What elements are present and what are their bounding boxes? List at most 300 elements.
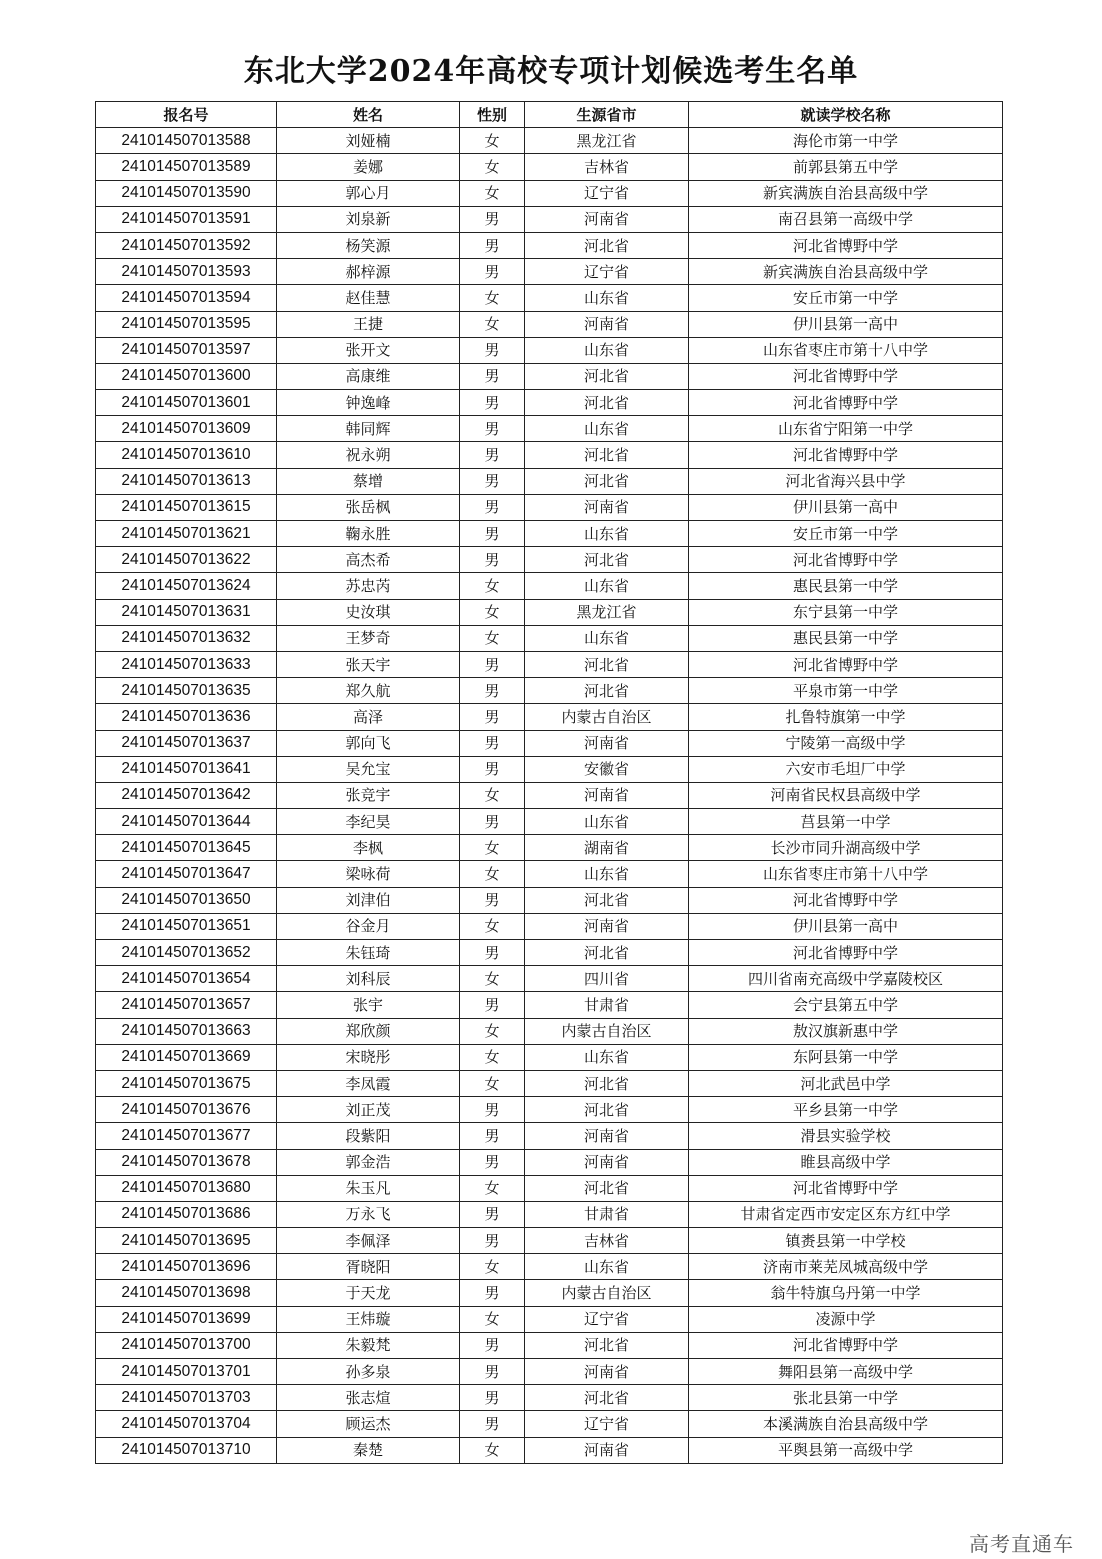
candidate-table (95, 101, 1003, 1464)
province-cell: 河南省 (525, 1123, 689, 1149)
table-row (96, 704, 1003, 730)
school-cell: 山东省枣庄市第十八中学 (689, 861, 1003, 887)
school-cell: 河北省博野中学 (689, 940, 1003, 966)
name-cell: 郭金浩 (277, 1149, 460, 1175)
registration-number-cell: 241014507013675 (96, 1070, 277, 1096)
province-cell: 山东省 (525, 573, 689, 599)
gender-cell: 男 (460, 940, 525, 966)
registration-number-cell: 241014507013650 (96, 887, 277, 913)
registration-number-cell: 241014507013636 (96, 704, 277, 730)
province-cell: 甘肃省 (525, 1201, 689, 1227)
school-cell: 翁牛特旗乌丹第一中学 (689, 1280, 1003, 1306)
table-row (96, 966, 1003, 992)
table-row (96, 625, 1003, 651)
school-cell: 睢县高级中学 (689, 1149, 1003, 1175)
gender-cell: 男 (460, 756, 525, 782)
gender-cell: 男 (460, 1201, 525, 1227)
school-cell: 扎鲁特旗第一中学 (689, 704, 1003, 730)
province-cell: 山东省 (525, 1254, 689, 1280)
name-cell: 李佩泽 (277, 1228, 460, 1254)
school-cell: 凌源中学 (689, 1306, 1003, 1332)
province-cell: 河北省 (525, 232, 689, 258)
registration-number-cell: 241014507013701 (96, 1359, 277, 1385)
table-row (96, 1070, 1003, 1096)
school-cell: 会宁县第五中学 (689, 992, 1003, 1018)
gender-cell: 男 (460, 809, 525, 835)
school-cell: 伊川县第一高中 (689, 913, 1003, 939)
gender-cell: 男 (460, 1385, 525, 1411)
province-cell: 河南省 (525, 730, 689, 756)
school-cell: 河北省博野中学 (689, 442, 1003, 468)
school-cell: 长沙市同升湖高级中学 (689, 835, 1003, 861)
gender-cell: 女 (460, 180, 525, 206)
gender-cell: 男 (460, 651, 525, 677)
table-row (96, 730, 1003, 756)
name-cell: 朱毅梵 (277, 1332, 460, 1358)
name-cell: 刘娅楠 (277, 128, 460, 154)
province-cell: 河北省 (525, 442, 689, 468)
province-cell: 河北省 (525, 363, 689, 389)
school-cell: 东阿县第一中学 (689, 1044, 1003, 1070)
province-cell: 甘肃省 (525, 992, 689, 1018)
province-cell: 黑龙江省 (525, 599, 689, 625)
table-body (96, 128, 1003, 1464)
gender-cell: 男 (460, 547, 525, 573)
name-cell: 张岳枫 (277, 494, 460, 520)
gender-cell: 男 (460, 1149, 525, 1175)
gender-cell: 男 (460, 887, 525, 913)
name-cell: 张开文 (277, 337, 460, 363)
table-row (96, 1228, 1003, 1254)
province-cell: 辽宁省 (525, 259, 689, 285)
name-cell: 朱玉凡 (277, 1175, 460, 1201)
school-cell: 伊川县第一高中 (689, 494, 1003, 520)
registration-number-cell: 241014507013621 (96, 521, 277, 547)
gender-cell: 男 (460, 416, 525, 442)
name-cell: 段紫阳 (277, 1123, 460, 1149)
name-cell: 刘科辰 (277, 966, 460, 992)
name-cell: 王炜璇 (277, 1306, 460, 1332)
table-row (96, 416, 1003, 442)
province-cell: 河北省 (525, 651, 689, 677)
table-row (96, 154, 1003, 180)
gender-cell: 男 (460, 704, 525, 730)
table-row (96, 285, 1003, 311)
school-cell: 平乡县第一中学 (689, 1097, 1003, 1123)
registration-number-cell: 241014507013595 (96, 311, 277, 337)
gender-cell: 女 (460, 311, 525, 337)
province-cell: 河北省 (525, 940, 689, 966)
school-cell: 济南市莱芜凤城高级中学 (689, 1254, 1003, 1280)
registration-number-cell: 241014507013686 (96, 1201, 277, 1227)
province-cell: 山东省 (525, 1044, 689, 1070)
registration-number-cell: 241014507013645 (96, 835, 277, 861)
table-row (96, 1175, 1003, 1201)
table-row (96, 651, 1003, 677)
table-row (96, 835, 1003, 861)
table-header-row (96, 102, 1003, 128)
gender-cell: 男 (460, 521, 525, 547)
table-row (96, 756, 1003, 782)
table-row (96, 1385, 1003, 1411)
registration-number-cell: 241014507013651 (96, 913, 277, 939)
province-cell: 湖南省 (525, 835, 689, 861)
school-cell: 河北省博野中学 (689, 390, 1003, 416)
name-cell: 张天宇 (277, 651, 460, 677)
name-cell: 苏忠芮 (277, 573, 460, 599)
gender-cell: 男 (460, 1123, 525, 1149)
watermark-text: 高考直通车 (969, 1532, 1074, 1556)
registration-number-cell: 241014507013678 (96, 1149, 277, 1175)
province-cell: 山东省 (525, 809, 689, 835)
province-cell: 山东省 (525, 521, 689, 547)
registration-number-cell: 241014507013680 (96, 1175, 277, 1201)
school-cell: 河北省博野中学 (689, 547, 1003, 573)
table-row (96, 259, 1003, 285)
table-row (96, 1201, 1003, 1227)
school-cell: 敖汉旗新惠中学 (689, 1018, 1003, 1044)
school-cell: 河北省博野中学 (689, 232, 1003, 258)
province-cell: 内蒙古自治区 (525, 704, 689, 730)
school-cell: 河南省民权县高级中学 (689, 782, 1003, 808)
school-cell: 安丘市第一中学 (689, 521, 1003, 547)
gender-cell: 男 (460, 1097, 525, 1123)
province-cell: 河北省 (525, 1332, 689, 1358)
registration-number-cell: 241014507013710 (96, 1437, 277, 1463)
gender-cell: 女 (460, 599, 525, 625)
name-cell: 张竞宇 (277, 782, 460, 808)
name-cell: 胥晓阳 (277, 1254, 460, 1280)
gender-cell: 男 (460, 442, 525, 468)
province-cell: 河北省 (525, 547, 689, 573)
school-cell: 前郭县第五中学 (689, 154, 1003, 180)
registration-number-cell: 241014507013615 (96, 494, 277, 520)
province-cell: 河北省 (525, 1097, 689, 1123)
gender-cell: 女 (460, 835, 525, 861)
province-cell: 内蒙古自治区 (525, 1018, 689, 1044)
province-cell: 山东省 (525, 625, 689, 651)
registration-number-cell: 241014507013593 (96, 259, 277, 285)
registration-number-cell: 241014507013700 (96, 1332, 277, 1358)
registration-number-cell: 241014507013622 (96, 547, 277, 573)
name-cell: 吴允宝 (277, 756, 460, 782)
name-cell: 高杰希 (277, 547, 460, 573)
registration-number-cell: 241014507013637 (96, 730, 277, 756)
school-cell: 东宁县第一中学 (689, 599, 1003, 625)
registration-number-cell: 241014507013698 (96, 1280, 277, 1306)
gender-cell: 男 (460, 678, 525, 704)
column-header-school: 就读学校名称 (689, 102, 1003, 128)
name-cell: 宋晓彤 (277, 1044, 460, 1070)
province-cell: 河南省 (525, 1437, 689, 1463)
registration-number-cell: 241014507013642 (96, 782, 277, 808)
school-cell: 山东省枣庄市第十八中学 (689, 337, 1003, 363)
table-row (96, 1306, 1003, 1332)
gender-cell: 女 (460, 1254, 525, 1280)
registration-number-cell: 241014507013641 (96, 756, 277, 782)
name-cell: 史汝琪 (277, 599, 460, 625)
name-cell: 朱钰琦 (277, 940, 460, 966)
name-cell: 钟逸峰 (277, 390, 460, 416)
gender-cell: 女 (460, 285, 525, 311)
gender-cell: 女 (460, 1306, 525, 1332)
province-cell: 河北省 (525, 390, 689, 416)
gender-cell: 男 (460, 1280, 525, 1306)
province-cell: 河北省 (525, 468, 689, 494)
name-cell: 刘津伯 (277, 887, 460, 913)
name-cell: 孙多泉 (277, 1359, 460, 1385)
registration-number-cell: 241014507013594 (96, 285, 277, 311)
registration-number-cell: 241014507013696 (96, 1254, 277, 1280)
registration-number-cell: 241014507013609 (96, 416, 277, 442)
registration-number-cell: 241014507013654 (96, 966, 277, 992)
registration-number-cell: 241014507013624 (96, 573, 277, 599)
table-row (96, 573, 1003, 599)
table-row (96, 442, 1003, 468)
registration-number-cell: 241014507013632 (96, 625, 277, 651)
school-cell: 山东省宁阳第一中学 (689, 416, 1003, 442)
table-row (96, 913, 1003, 939)
school-cell: 安丘市第一中学 (689, 285, 1003, 311)
table-row (96, 1359, 1003, 1385)
province-cell: 河北省 (525, 678, 689, 704)
table-row (96, 678, 1003, 704)
registration-number-cell: 241014507013601 (96, 390, 277, 416)
registration-number-cell: 241014507013589 (96, 154, 277, 180)
table-row (96, 1123, 1003, 1149)
province-cell: 黑龙江省 (525, 128, 689, 154)
gender-cell: 女 (460, 1018, 525, 1044)
gender-cell: 女 (460, 1175, 525, 1201)
name-cell: 蔡增 (277, 468, 460, 494)
gender-cell: 男 (460, 1411, 525, 1437)
gender-cell: 男 (460, 259, 525, 285)
name-cell: 李凤霞 (277, 1070, 460, 1096)
gender-cell: 男 (460, 363, 525, 389)
school-cell: 张北县第一中学 (689, 1385, 1003, 1411)
table-row (96, 128, 1003, 154)
name-cell: 高泽 (277, 704, 460, 730)
province-cell: 河南省 (525, 311, 689, 337)
school-cell: 新宾满族自治县高级中学 (689, 259, 1003, 285)
gender-cell: 女 (460, 861, 525, 887)
table-row (96, 1149, 1003, 1175)
name-cell: 姜娜 (277, 154, 460, 180)
province-cell: 河南省 (525, 913, 689, 939)
school-cell: 镇赉县第一中学校 (689, 1228, 1003, 1254)
table-row (96, 1411, 1003, 1437)
name-cell: 郭心月 (277, 180, 460, 206)
column-header-registration-number: 报名号 (96, 102, 277, 128)
gender-cell: 女 (460, 966, 525, 992)
table-row (96, 1018, 1003, 1044)
gender-cell: 男 (460, 337, 525, 363)
table-row (96, 547, 1003, 573)
gender-cell: 女 (460, 625, 525, 651)
name-cell: 祝永朔 (277, 442, 460, 468)
school-cell: 平泉市第一中学 (689, 678, 1003, 704)
school-cell: 河北省博野中学 (689, 651, 1003, 677)
table-row (96, 1254, 1003, 1280)
province-cell: 河南省 (525, 494, 689, 520)
table-row (96, 1437, 1003, 1463)
registration-number-cell: 241014507013597 (96, 337, 277, 363)
table-row (96, 363, 1003, 389)
registration-number-cell: 241014507013610 (96, 442, 277, 468)
name-cell: 李纪昊 (277, 809, 460, 835)
school-cell: 本溪满族自治县高级中学 (689, 1411, 1003, 1437)
gender-cell: 男 (460, 468, 525, 494)
name-cell: 万永飞 (277, 1201, 460, 1227)
document-title: 东北大学2024年高校专项计划候选考生名单 (243, 54, 859, 89)
gender-cell: 女 (460, 128, 525, 154)
gender-cell: 男 (460, 730, 525, 756)
name-cell: 谷金月 (277, 913, 460, 939)
gender-cell: 女 (460, 782, 525, 808)
province-cell: 山东省 (525, 861, 689, 887)
school-cell: 惠民县第一中学 (689, 625, 1003, 651)
registration-number-cell: 241014507013704 (96, 1411, 277, 1437)
name-cell: 梁咏荷 (277, 861, 460, 887)
table-row (96, 390, 1003, 416)
table-row (96, 887, 1003, 913)
province-cell: 河南省 (525, 1359, 689, 1385)
name-cell: 刘泉新 (277, 206, 460, 232)
name-cell: 刘正茂 (277, 1097, 460, 1123)
registration-number-cell: 241014507013677 (96, 1123, 277, 1149)
registration-number-cell: 241014507013663 (96, 1018, 277, 1044)
registration-number-cell: 241014507013699 (96, 1306, 277, 1332)
province-cell: 吉林省 (525, 154, 689, 180)
province-cell: 河北省 (525, 1175, 689, 1201)
province-cell: 内蒙古自治区 (525, 1280, 689, 1306)
school-cell: 甘肃省定西市安定区东方红中学 (689, 1201, 1003, 1227)
school-cell: 舞阳县第一高级中学 (689, 1359, 1003, 1385)
province-cell: 河南省 (525, 1149, 689, 1175)
column-header-gender: 性别 (460, 102, 525, 128)
name-cell: 于天龙 (277, 1280, 460, 1306)
gender-cell: 女 (460, 1437, 525, 1463)
province-cell: 河南省 (525, 782, 689, 808)
table-row (96, 940, 1003, 966)
registration-number-cell: 241014507013600 (96, 363, 277, 389)
name-cell: 王梦奇 (277, 625, 460, 651)
table-row (96, 521, 1003, 547)
column-header-province: 生源省市 (525, 102, 689, 128)
registration-number-cell: 241014507013631 (96, 599, 277, 625)
school-cell: 河北省博野中学 (689, 1332, 1003, 1358)
school-cell: 六安市毛坦厂中学 (689, 756, 1003, 782)
registration-number-cell: 241014507013695 (96, 1228, 277, 1254)
school-cell: 河北省博野中学 (689, 887, 1003, 913)
name-cell: 秦楚 (277, 1437, 460, 1463)
gender-cell: 男 (460, 1228, 525, 1254)
gender-cell: 女 (460, 573, 525, 599)
table-row (96, 468, 1003, 494)
registration-number-cell: 241014507013669 (96, 1044, 277, 1070)
school-cell: 河北武邑中学 (689, 1070, 1003, 1096)
table-row (96, 992, 1003, 1018)
province-cell: 辽宁省 (525, 180, 689, 206)
province-cell: 辽宁省 (525, 1306, 689, 1332)
table-row (96, 1332, 1003, 1358)
school-cell: 伊川县第一高中 (689, 311, 1003, 337)
province-cell: 山东省 (525, 285, 689, 311)
table-row (96, 494, 1003, 520)
gender-cell: 女 (460, 1044, 525, 1070)
gender-cell: 女 (460, 154, 525, 180)
name-cell: 韩同辉 (277, 416, 460, 442)
province-cell: 河南省 (525, 206, 689, 232)
school-cell: 滑县实验学校 (689, 1123, 1003, 1149)
registration-number-cell: 241014507013657 (96, 992, 277, 1018)
table-row (96, 337, 1003, 363)
name-cell: 高康维 (277, 363, 460, 389)
registration-number-cell: 241014507013703 (96, 1385, 277, 1411)
registration-number-cell: 241014507013613 (96, 468, 277, 494)
province-cell: 吉林省 (525, 1228, 689, 1254)
table-row (96, 206, 1003, 232)
province-cell: 山东省 (525, 337, 689, 363)
gender-cell: 男 (460, 992, 525, 1018)
school-cell: 河北省海兴县中学 (689, 468, 1003, 494)
table-row (96, 1280, 1003, 1306)
school-cell: 平舆县第一高级中学 (689, 1437, 1003, 1463)
province-cell: 河北省 (525, 1070, 689, 1096)
province-cell: 辽宁省 (525, 1411, 689, 1437)
school-cell: 河北省博野中学 (689, 363, 1003, 389)
gender-cell: 男 (460, 494, 525, 520)
registration-number-cell: 241014507013635 (96, 678, 277, 704)
name-cell: 鞠永胜 (277, 521, 460, 547)
name-cell: 郝梓源 (277, 259, 460, 285)
school-cell: 宁陵第一高级中学 (689, 730, 1003, 756)
school-cell: 南召县第一高级中学 (689, 206, 1003, 232)
gender-cell: 男 (460, 206, 525, 232)
table-row (96, 599, 1003, 625)
gender-cell: 男 (460, 1332, 525, 1358)
table-row (96, 311, 1003, 337)
school-cell: 河北省博野中学 (689, 1175, 1003, 1201)
name-cell: 郑久航 (277, 678, 460, 704)
name-cell: 杨笑源 (277, 232, 460, 258)
province-cell: 山东省 (525, 416, 689, 442)
school-cell: 四川省南充高级中学嘉陵校区 (689, 966, 1003, 992)
school-cell: 莒县第一中学 (689, 809, 1003, 835)
table-row (96, 232, 1003, 258)
name-cell: 李枫 (277, 835, 460, 861)
registration-number-cell: 241014507013633 (96, 651, 277, 677)
name-cell: 顾运杰 (277, 1411, 460, 1437)
gender-cell: 男 (460, 1359, 525, 1385)
gender-cell: 女 (460, 1070, 525, 1096)
table-row (96, 1044, 1003, 1070)
name-cell: 赵佳慧 (277, 285, 460, 311)
name-cell: 王捷 (277, 311, 460, 337)
province-cell: 四川省 (525, 966, 689, 992)
registration-number-cell: 241014507013676 (96, 1097, 277, 1123)
province-cell: 河北省 (525, 887, 689, 913)
name-cell: 郭向飞 (277, 730, 460, 756)
name-cell: 张志煊 (277, 1385, 460, 1411)
province-cell: 河北省 (525, 1385, 689, 1411)
registration-number-cell: 241014507013592 (96, 232, 277, 258)
registration-number-cell: 241014507013591 (96, 206, 277, 232)
table-row (96, 1097, 1003, 1123)
registration-number-cell: 241014507013652 (96, 940, 277, 966)
table-row (96, 782, 1003, 808)
school-cell: 惠民县第一中学 (689, 573, 1003, 599)
